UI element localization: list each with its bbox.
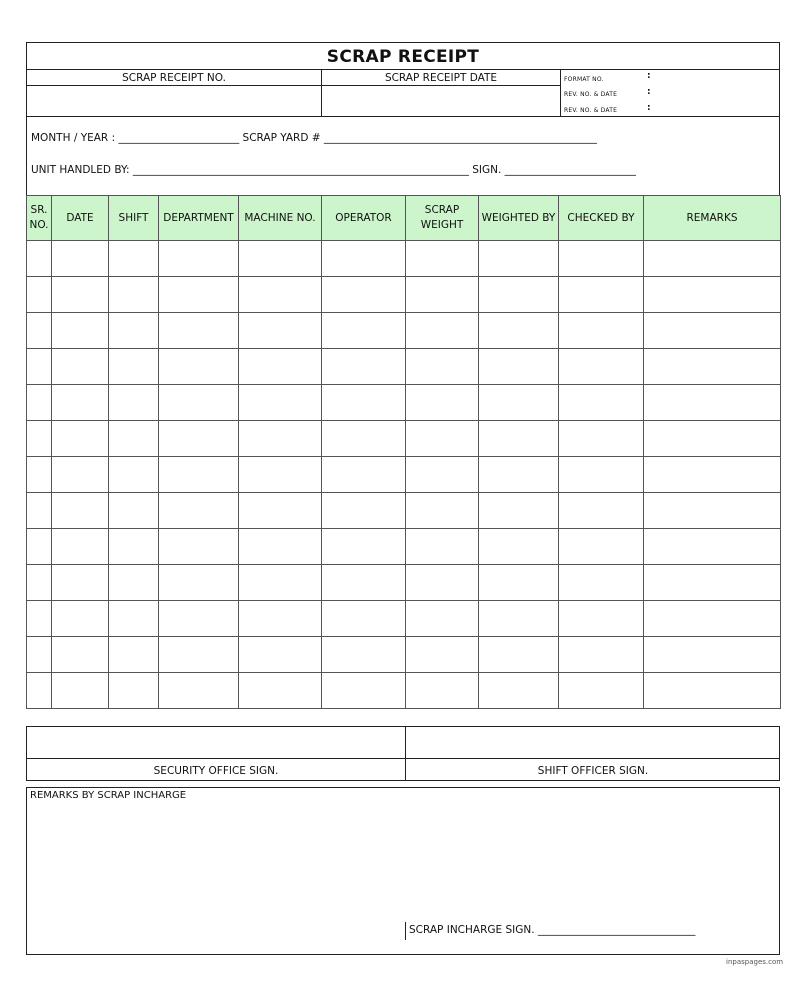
table-cell[interactable] — [644, 349, 781, 385]
table-cell[interactable] — [479, 313, 559, 349]
table-cell[interactable] — [52, 565, 109, 601]
table-row — [27, 493, 781, 529]
table-cell[interactable] — [27, 421, 52, 457]
column-header-department: DEPARTMENT — [159, 196, 239, 241]
table-cell[interactable] — [239, 673, 322, 709]
table-cell[interactable] — [27, 529, 52, 565]
table-cell[interactable] — [322, 241, 406, 277]
table-cell[interactable] — [52, 349, 109, 385]
scrap-yard-label: SCRAP YARD # — [242, 132, 321, 144]
table-cell[interactable] — [159, 601, 239, 637]
rev-no-date-colon-1: : — [647, 87, 651, 97]
table-cell[interactable] — [479, 241, 559, 277]
table-cell[interactable] — [644, 241, 781, 277]
table-row — [27, 637, 781, 673]
table-cell[interactable] — [52, 313, 109, 349]
table-row — [27, 601, 781, 637]
table-row — [27, 529, 781, 565]
table-cell[interactable] — [159, 313, 239, 349]
sign-field[interactable]: _________________________ — [504, 164, 636, 176]
table-cell[interactable] — [406, 493, 479, 529]
table-cell[interactable] — [479, 565, 559, 601]
table-cell[interactable] — [559, 277, 644, 313]
month-year-field[interactable]: _______________________ — [118, 132, 240, 144]
column-header-shift: SHIFT — [109, 196, 159, 241]
table-cell[interactable] — [644, 421, 781, 457]
table-cell[interactable] — [406, 637, 479, 673]
table-cell[interactable] — [159, 637, 239, 673]
table-cell[interactable] — [644, 277, 781, 313]
rev-no-date-label-2: REV. NO. & DATE — [564, 107, 618, 114]
table-cell[interactable] — [322, 565, 406, 601]
table-cell[interactable] — [644, 565, 781, 601]
table-cell[interactable] — [322, 637, 406, 673]
scrap-entries-table — [26, 195, 781, 709]
column-header-scrap-weight: SCRAP WEIGHT — [406, 196, 479, 241]
table-cell[interactable] — [479, 277, 559, 313]
table-cell[interactable] — [644, 457, 781, 493]
table-cell[interactable] — [239, 493, 322, 529]
table-cell[interactable] — [559, 349, 644, 385]
month-year-label: MONTH / YEAR : — [31, 132, 116, 144]
table-cell[interactable] — [406, 457, 479, 493]
table-cell[interactable] — [27, 493, 52, 529]
table-cell[interactable] — [479, 673, 559, 709]
column-header-sr-no: SR. NO. — [27, 196, 52, 241]
incharge-sign-line — [409, 924, 695, 936]
table-cell[interactable] — [52, 637, 109, 673]
receipt-no-label: SCRAP RECEIPT NO. — [27, 70, 322, 86]
column-header-operator: OPERATOR — [322, 196, 406, 241]
table-cell[interactable] — [52, 457, 109, 493]
table-cell[interactable] — [559, 493, 644, 529]
table-cell[interactable] — [27, 349, 52, 385]
table-cell[interactable] — [322, 673, 406, 709]
sign-label: SIGN. — [472, 164, 502, 176]
column-header-checked-by: CHECKED BY — [559, 196, 644, 241]
table-cell[interactable] — [239, 565, 322, 601]
table-cell[interactable] — [406, 241, 479, 277]
table-cell[interactable] — [109, 565, 159, 601]
unit-handled-line — [31, 164, 636, 176]
remarks-label: REMARKS BY SCRAP INCHARGE — [30, 790, 187, 801]
table-cell[interactable] — [27, 241, 52, 277]
table-cell[interactable] — [159, 565, 239, 601]
table-cell[interactable] — [109, 277, 159, 313]
table-cell[interactable] — [109, 421, 159, 457]
footer-credit: inpaspages.com — [726, 958, 784, 966]
table-cell[interactable] — [479, 421, 559, 457]
table-cell[interactable] — [52, 241, 109, 277]
table-cell[interactable] — [239, 349, 322, 385]
table-cell[interactable] — [479, 385, 559, 421]
table-cell[interactable] — [559, 529, 644, 565]
table-cell[interactable] — [239, 529, 322, 565]
table-cell[interactable] — [52, 385, 109, 421]
incharge-sign-divider — [405, 922, 406, 940]
table-cell[interactable] — [27, 601, 52, 637]
table-cell[interactable] — [406, 349, 479, 385]
table-cell[interactable] — [239, 457, 322, 493]
table-cell[interactable] — [159, 529, 239, 565]
table-cell[interactable] — [52, 277, 109, 313]
table-row — [27, 277, 781, 313]
table-row — [27, 421, 781, 457]
table-cell[interactable] — [109, 385, 159, 421]
table-cell[interactable] — [559, 241, 644, 277]
table-cell[interactable] — [406, 673, 479, 709]
table-cell[interactable] — [109, 673, 159, 709]
receipt-date-label: SCRAP RECEIPT DATE — [322, 70, 561, 86]
table-cell[interactable] — [644, 313, 781, 349]
unit-handled-field[interactable]: ________________________________________________________________ — [132, 164, 469, 176]
table-cell[interactable] — [406, 601, 479, 637]
format-no-label: FORMAT NO. — [564, 76, 604, 83]
shift-officer-sign-label: SHIFT OFFICER SIGN. — [537, 765, 649, 777]
table-cell[interactable] — [239, 601, 322, 637]
table-cell[interactable] — [644, 493, 781, 529]
table-cell[interactable] — [27, 457, 52, 493]
table-cell[interactable] — [27, 385, 52, 421]
table-cell[interactable] — [239, 313, 322, 349]
table-cell[interactable] — [322, 313, 406, 349]
table-cell[interactable] — [159, 385, 239, 421]
table-row — [27, 241, 781, 277]
receipt-date-field[interactable] — [322, 86, 561, 116]
rev-no-date-colon-2: : — [647, 103, 651, 113]
table-cell[interactable] — [27, 277, 52, 313]
security-office-sign-label: SECURITY OFFICE SIGN. — [27, 759, 406, 780]
remarks-block — [26, 787, 780, 955]
table-cell[interactable] — [322, 457, 406, 493]
table-cell[interactable] — [559, 421, 644, 457]
info-block — [26, 116, 780, 196]
table-cell[interactable] — [27, 637, 52, 673]
table-cell[interactable] — [52, 601, 109, 637]
column-header-date: DATE — [52, 196, 109, 241]
table-cell[interactable] — [479, 349, 559, 385]
table-row — [27, 457, 781, 493]
table-cell[interactable] — [559, 565, 644, 601]
table-cell[interactable] — [559, 673, 644, 709]
table-cell[interactable] — [109, 601, 159, 637]
table-cell[interactable] — [406, 421, 479, 457]
table-cell[interactable] — [109, 637, 159, 673]
table-cell[interactable] — [52, 673, 109, 709]
table-cell[interactable] — [406, 313, 479, 349]
receipt-header-block — [26, 69, 780, 117]
table-cell[interactable] — [406, 529, 479, 565]
table-cell[interactable] — [27, 673, 52, 709]
shift-officer-sign-field[interactable] — [406, 727, 780, 759]
scrap-yard-field[interactable]: ____________________________________________________ — [323, 132, 597, 144]
table-cell[interactable] — [109, 457, 159, 493]
table-cell[interactable] — [644, 637, 781, 673]
table-cell[interactable] — [479, 529, 559, 565]
table-cell[interactable] — [479, 637, 559, 673]
format-no-colon: : — [647, 71, 651, 81]
table-cell[interactable] — [159, 457, 239, 493]
table-cell[interactable] — [159, 673, 239, 709]
table-cell[interactable] — [406, 565, 479, 601]
table-cell[interactable] — [109, 313, 159, 349]
table-cell[interactable] — [159, 349, 239, 385]
column-header-remarks: REMARKS — [644, 196, 781, 241]
column-header-weighted-by: WEIGHTED BY — [479, 196, 559, 241]
table-cell[interactable] — [52, 493, 109, 529]
table-header-row — [27, 196, 781, 241]
table-row — [27, 349, 781, 385]
table-row — [27, 313, 781, 349]
table-body — [27, 241, 781, 709]
rev-no-date-label-1: REV. NO. & DATE — [564, 91, 618, 98]
table-cell[interactable] — [159, 493, 239, 529]
table-cell[interactable] — [109, 529, 159, 565]
month-year-line — [31, 132, 597, 144]
table-cell[interactable] — [406, 385, 479, 421]
table-cell[interactable] — [322, 385, 406, 421]
table-cell[interactable] — [239, 277, 322, 313]
receipt-no-field[interactable] — [27, 86, 322, 116]
remarks-field[interactable] — [27, 806, 779, 921]
table-cell[interactable] — [52, 421, 109, 457]
table-cell[interactable] — [159, 241, 239, 277]
table-cell[interactable] — [52, 529, 109, 565]
table-row — [27, 565, 781, 601]
table-cell[interactable] — [559, 601, 644, 637]
table-row — [27, 673, 781, 709]
page-title: SCRAP RECEIPT — [26, 42, 780, 70]
incharge-sign-label: SCRAP INCHARGE SIGN. — [409, 924, 535, 936]
table-cell[interactable] — [479, 493, 559, 529]
table-cell[interactable] — [559, 385, 644, 421]
table-cell[interactable] — [27, 313, 52, 349]
table-cell[interactable] — [322, 421, 406, 457]
column-header-machine-no: MACHINE NO. — [239, 196, 322, 241]
incharge-sign-field[interactable]: ______________________________ — [537, 924, 696, 936]
table-cell[interactable] — [27, 565, 52, 601]
table-cell[interactable] — [559, 313, 644, 349]
table-cell[interactable] — [239, 241, 322, 277]
table-cell[interactable] — [644, 601, 781, 637]
table-cell[interactable] — [159, 421, 239, 457]
table-cell[interactable] — [559, 457, 644, 493]
table-cell[interactable] — [239, 385, 322, 421]
table-cell[interactable] — [109, 349, 159, 385]
table-cell[interactable] — [644, 673, 781, 709]
table-cell[interactable] — [322, 601, 406, 637]
unit-handled-label: UNIT HANDLED BY: — [31, 164, 130, 176]
signature-block — [26, 726, 780, 781]
table-cell[interactable] — [322, 529, 406, 565]
table-cell[interactable] — [239, 421, 322, 457]
table-cell[interactable] — [479, 601, 559, 637]
table-cell[interactable] — [159, 277, 239, 313]
table-cell[interactable] — [322, 493, 406, 529]
table-cell[interactable] — [559, 637, 644, 673]
table-cell[interactable] — [322, 349, 406, 385]
security-sign-field[interactable] — [27, 727, 406, 759]
table-cell[interactable] — [644, 385, 781, 421]
table-cell[interactable] — [109, 493, 159, 529]
table-cell[interactable] — [322, 277, 406, 313]
table-cell[interactable] — [406, 277, 479, 313]
table-cell[interactable] — [644, 529, 781, 565]
table-cell[interactable] — [109, 241, 159, 277]
table-row — [27, 385, 781, 421]
table-cell[interactable] — [479, 457, 559, 493]
table-cell[interactable] — [239, 637, 322, 673]
